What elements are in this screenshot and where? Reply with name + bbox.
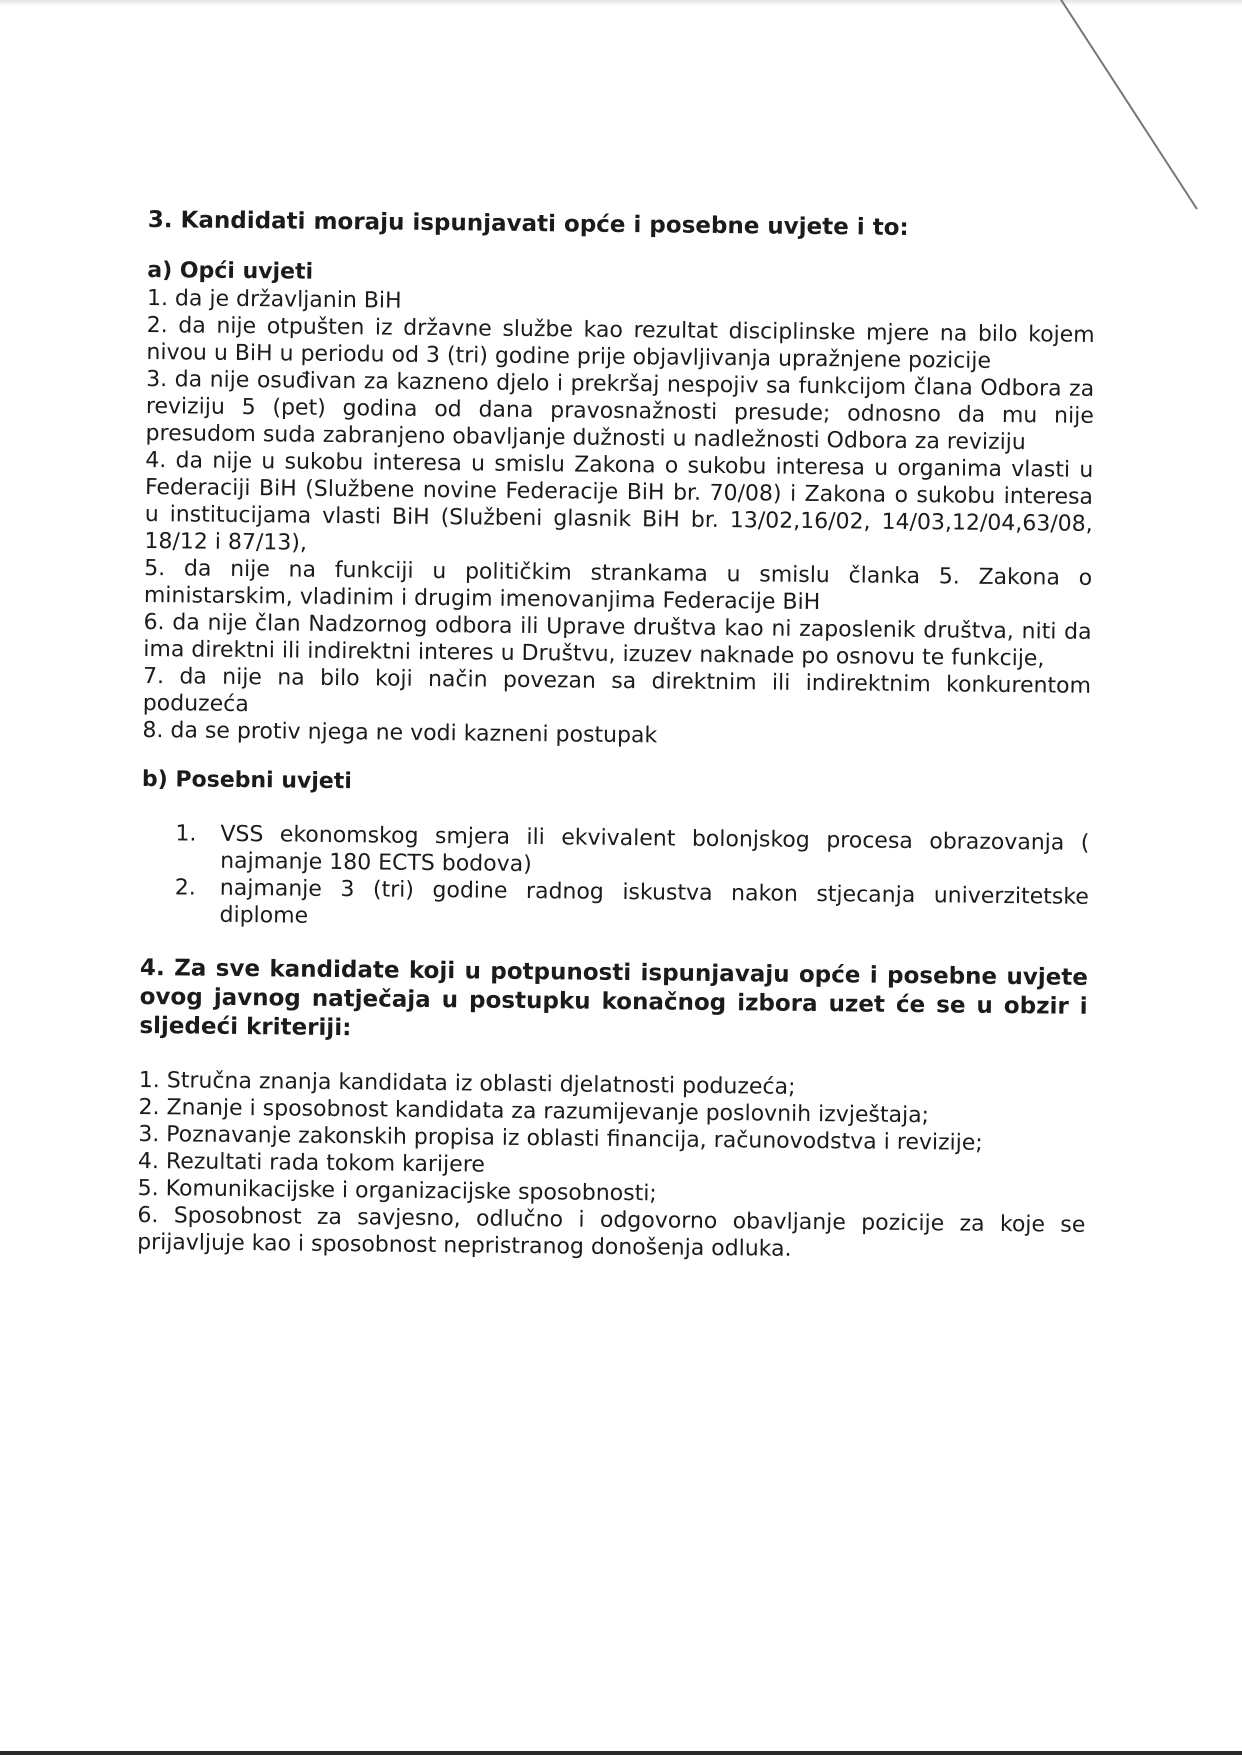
criterion-item: 1. Stručna znanja kandidata iz oblasti djelatnosti poduzeća; bbox=[138, 1067, 796, 1100]
list-text: najmanje 3 (tri) godine radnog iskustva nakon stjecanja univerzitetske diplome bbox=[219, 875, 1089, 929]
general-conditions-list bbox=[142, 285, 1095, 754]
general-condition-item: 3. da nije osuđivan za kazneno djelo i prekršaj nespojiv sa funkcijom člana Odbora za reviziju 5 (pet) godina od dana pravosnažnosti presude; odnosno da mu nije presudom suda zabranjeno obavljanje dužnosti u nadležnosti Odbora za reviziju bbox=[145, 366, 1095, 456]
general-condition-item: 1. da je državljanin BiH bbox=[146, 285, 402, 314]
list-text: VSS ekonomskog smjera ili ekvivalent bolonjskog procesa obrazovanja ( najmanje 180 ECTS bodova) bbox=[220, 821, 1090, 878]
general-condition-item: 2. da nije otpušten iz državne službe kao rezultat disciplinske mjere na bilo kojem nivou u BiH u periodu od 3 (tri) godine prije objavljivanja upražnjene pozicije bbox=[146, 312, 1095, 374]
criterion-item: 5. Komunikacijske i organizacijske sposobnosti; bbox=[137, 1175, 657, 1207]
scan-top-edge bbox=[0, 0, 1242, 6]
special-conditions-heading: b) Posebni uvjeti bbox=[141, 766, 352, 795]
document-body bbox=[137, 205, 1096, 1266]
criterion-item: 2. Znanje i sposobnost kandidata za razumijevanje poslovnih izvještaja; bbox=[138, 1094, 930, 1129]
section-3-heading: 3. Kandidati moraju ispunjavati opće i posebne uvjete i to: bbox=[147, 206, 909, 241]
page-fold-line bbox=[1060, 0, 1198, 210]
criterion-item: 4. Rezultati rada tokom karijere bbox=[137, 1148, 485, 1178]
section-4-heading: 4. Za sve kandidate koji u potpunosti ispunjavaju opće i posebne uvjete ovog javnog natječaja u postupku konačnog izbora uzet će se u obzir i sljedeći kriteriji: bbox=[139, 954, 1089, 1042]
general-condition-item: 5. da nije na funkciji u političkim strankama u smislu članka 5. Zakona o ministarskim, vladinim i drugim imenovanjima Federacije BiH bbox=[143, 555, 1093, 616]
general-condition-item: 7. da nije na bilo koji način povezan sa direktnim ili indirektnim konkurentom poduzeća bbox=[142, 663, 1092, 718]
criteria-list bbox=[137, 1067, 1087, 1266]
general-condition-item: 4. da nije u sukobu interesa u smislu Zakona o sukobu interesa u organima vlasti u Federaciji BiH (Službene novine Federacije BiH br. 70/08) i Zakona o sukobu interesa u institucijama vlasti BiH (Službeni glasnik BiH br. 13/02,16/02, 14/03,12/04,63/08, 18/12 i 87/13), bbox=[144, 447, 1094, 556]
scan-bottom-edge bbox=[0, 1751, 1242, 1755]
general-condition-item: 6. da nije član Nadzornog odbora ili Uprave društva kao ni zaposlenik društva, niti da ima direktni ili indirektni interes u Društvu, izuzev naknade po osnovu te funkcije, bbox=[143, 609, 1092, 672]
special-conditions-list bbox=[140, 820, 1089, 938]
general-conditions-heading: a) Opći uvjeti bbox=[147, 257, 314, 285]
general-condition-item: 8. da se protiv njega ne vodi kazneni postupak bbox=[142, 717, 658, 749]
special-condition-item bbox=[175, 820, 1090, 884]
criterion-item: 6. Sposobnost za savjesno, odlučno i odgovorno obavljanje pozicije za koje se prijavljuje kao i sposobnost nepristranog donošenja odluka. bbox=[137, 1202, 1086, 1262]
list-number: 2. bbox=[174, 875, 196, 901]
list-number: 1. bbox=[175, 821, 197, 847]
criterion-item: 3. Poznavanje zakonskih propisa iz oblasti financija, računovodstva i revizije; bbox=[138, 1121, 983, 1156]
special-condition-item bbox=[174, 874, 1089, 938]
